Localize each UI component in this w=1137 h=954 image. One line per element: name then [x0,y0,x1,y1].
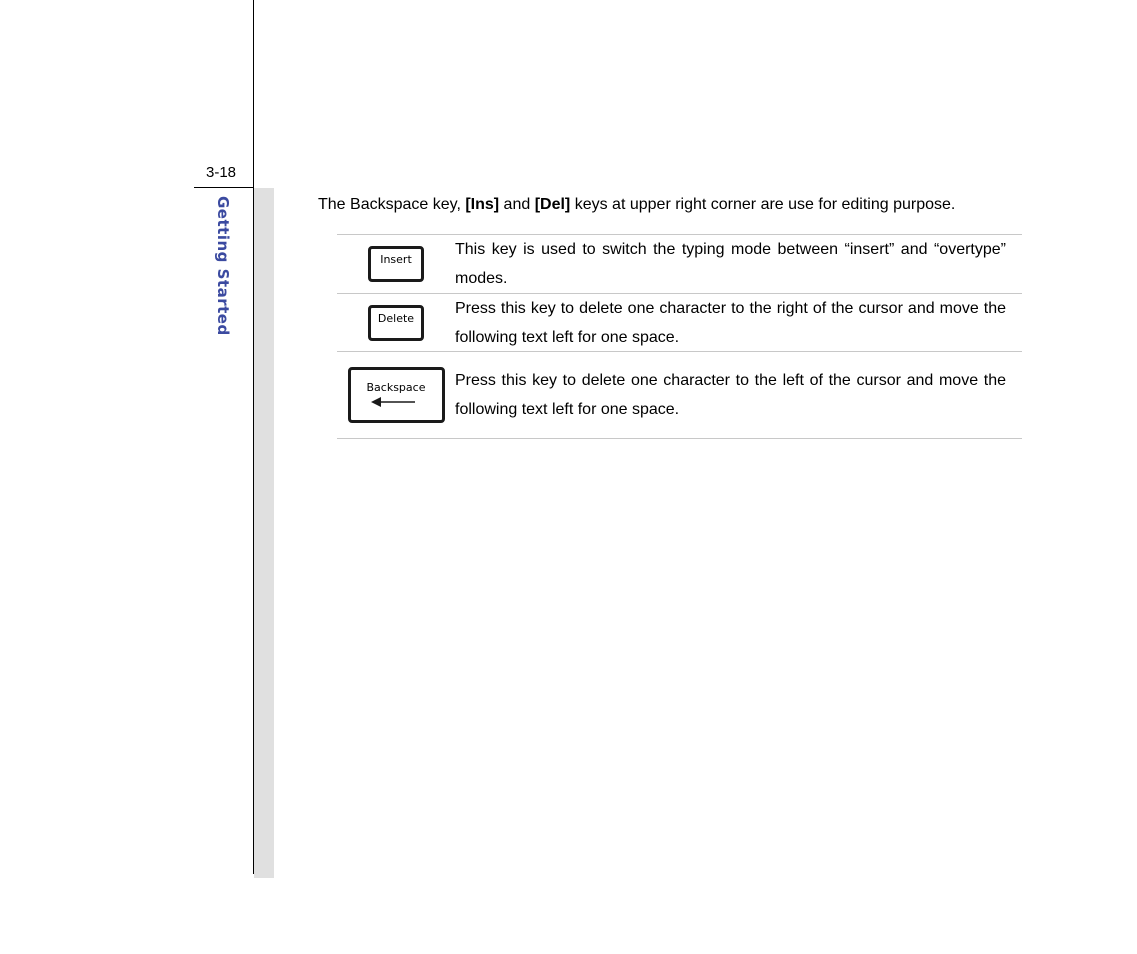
intro-paragraph [318,196,955,214]
delete-key-label: Delete [377,311,415,325]
backspace-key-image [348,367,445,423]
key-table [337,234,1022,439]
page-number: 3-18 [206,164,237,181]
key-row-backspace [337,351,1022,439]
backspace-key-label: Backspace [366,381,426,394]
insert-key-description: This key is used to switch the typing mode between “insert” and “overtype” modes. [455,241,1006,287]
section-title: Getting Started [214,196,232,336]
backspace-key-description: Press this key to delete one character to the left of the cursor and move the following text left for one space. [455,372,1006,418]
delete-key-description: Press this key to delete one character to the right of the cursor and move the following text left for one space. [455,299,1006,346]
insert-key-label: Insert [380,253,412,266]
key-row-insert [337,234,1022,293]
intro-text-2: and [499,196,535,213]
key-cell [337,367,455,423]
del-key-label: [Del] [534,196,571,213]
delete-key-image [368,305,424,341]
key-row-delete [337,293,1022,351]
left-arrow-icon [371,396,415,408]
header-divider [194,187,254,188]
key-cell [337,305,455,341]
intro-text-3: keys at upper right corner are use for editing purpose. [570,196,956,213]
ins-key-label: [Ins] [465,196,500,213]
sidebar-band [254,188,274,878]
intro-text-1: The Backspace key, [318,196,466,213]
key-cell [337,246,455,282]
insert-key-image [368,246,424,282]
